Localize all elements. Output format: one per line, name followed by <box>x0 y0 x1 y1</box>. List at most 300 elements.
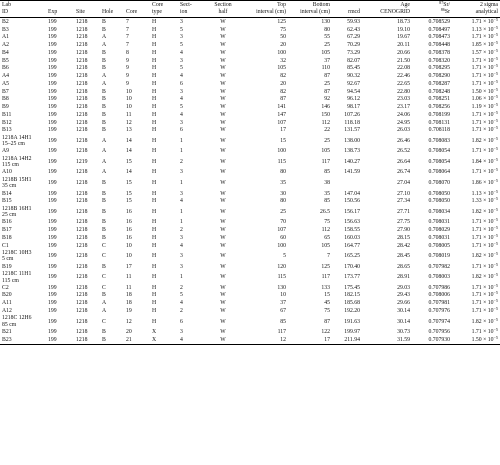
cell-core-type: H <box>152 300 157 307</box>
table-row <box>0 26 500 34</box>
cell-core: 18 <box>126 292 132 299</box>
cell-two-sigma: $1.71 \times 10^{-5}$ <box>471 109 498 118</box>
cell-two-sigma: $1.85 \times 10^{-5}$ <box>471 40 498 49</box>
cell-bottom-interval: 87 <box>324 73 330 80</box>
cell-top-interval: 10 <box>280 292 286 299</box>
cell-section: 4 <box>180 111 183 118</box>
cell-site: 1218 <box>76 253 88 260</box>
cell-core: 16 <box>126 219 132 226</box>
cell-lab-id: 1218A 14H2 115 cm <box>2 155 32 169</box>
cell-top-interval: 125 <box>277 18 286 25</box>
cell-hole: B <box>102 111 106 118</box>
cell-hole: C <box>102 242 106 249</box>
cell-site: 1218 <box>76 65 88 72</box>
cell-hole: B <box>102 127 106 134</box>
cell-hole: A <box>102 148 107 155</box>
col-bottom-interval: Bottom interval (cm) <box>288 1 332 18</box>
cell-site: 1218 <box>76 198 88 205</box>
cell-lab-id: B17 <box>2 227 12 234</box>
cell-hole: B <box>102 263 106 270</box>
table-row <box>0 104 500 112</box>
cell-top-interval: 117 <box>277 329 286 336</box>
cell-hole: B <box>102 88 106 95</box>
cell-core: 12 <box>126 119 132 126</box>
cell-core-type: H <box>152 242 157 249</box>
cell-section: 1 <box>180 208 183 215</box>
cell-two-sigma: $1.71 \times 10^{-5}$ <box>471 240 498 249</box>
cell-site: 1218 <box>76 208 88 215</box>
cell-section-half: W <box>220 208 226 215</box>
cell-section: 6 <box>180 318 183 325</box>
cell-age: 30.14 <box>397 307 410 314</box>
cell-bottom-interval: 85 <box>324 198 330 205</box>
table-row <box>0 148 500 156</box>
table-row <box>0 250 500 263</box>
cell-sr-ratio: 0.707986 <box>428 284 450 291</box>
cell-site: 1218 <box>76 42 88 49</box>
cell-section-half: W <box>220 274 226 281</box>
cell-top-interval: 70 <box>280 219 286 226</box>
cell-exp: 199 <box>48 284 57 291</box>
cell-rmcd: 147.04 <box>344 190 360 197</box>
cell-section-half: W <box>220 80 226 87</box>
cell-sr-ratio: 0.708050 <box>428 190 450 197</box>
cell-top-interval: 100 <box>277 148 286 155</box>
cell-top-interval: 115 <box>277 158 286 165</box>
cell-two-sigma: $1.19 \times 10^{-5}$ <box>471 102 498 111</box>
cell-section: 1 <box>180 137 183 144</box>
cell-age: 27.75 <box>397 219 410 226</box>
cell-exp: 199 <box>48 34 57 41</box>
cell-sr-ratio: 0.708083 <box>428 137 450 144</box>
cell-core-type: H <box>152 88 157 95</box>
cell-top-interval: 141 <box>277 104 286 111</box>
cell-lab-id: A11 <box>2 300 12 307</box>
cell-lab-id: A12 <box>2 307 12 314</box>
cell-section: 3 <box>180 57 183 64</box>
cell-two-sigma: $1.71 \times 10^{-5}$ <box>471 298 498 307</box>
cell-sr-ratio: 0.707981 <box>428 300 450 307</box>
cell-section-half: W <box>220 26 226 33</box>
cell-rmcd: 150.56 <box>344 198 360 205</box>
cell-section-half: W <box>220 137 226 144</box>
cell-core: 21 <box>124 336 150 344</box>
cell-section-half: W <box>220 104 226 111</box>
cell-section-half: W <box>220 148 226 155</box>
cell-core: 7 <box>126 18 129 25</box>
cell-two-sigma: $1.71 \times 10^{-5}$ <box>471 167 498 176</box>
cell-section: 5 <box>180 292 183 299</box>
cell-lab-id: B12 <box>2 119 12 126</box>
cell-top-interval: 35 <box>280 180 286 187</box>
cell-age: 23.03 <box>397 96 410 103</box>
cell-section: 1 <box>180 274 183 281</box>
cell-rmcd: 85.45 <box>347 65 360 72</box>
cell-lab-id: 1218C 11H1 115 cm <box>2 270 32 284</box>
cell-sr-ratio: 0.707982 <box>428 263 450 270</box>
cell-exp: 199 <box>48 88 57 95</box>
cell-core-type: H <box>152 119 157 126</box>
cell-bottom-interval: 112 <box>321 119 330 126</box>
cell-core-type: H <box>152 180 157 187</box>
cell-exp: 199 <box>48 169 57 176</box>
cell-sr-ratio: 0.708290 <box>428 73 450 80</box>
cell-top-interval: 20 <box>280 80 286 87</box>
cell-hole: B <box>102 292 106 299</box>
cell-site: 1218 <box>76 169 88 176</box>
cell-age: 26.64 <box>397 158 410 165</box>
cell-lab-id: B15 <box>2 198 12 205</box>
cell-age: 29.43 <box>397 292 410 299</box>
cell-lab-id: B9 <box>2 104 9 111</box>
cell-section-half: W <box>220 57 226 64</box>
cell-core-type: H <box>152 127 157 134</box>
cell-site: 1218 <box>76 263 88 270</box>
table-row <box>0 127 500 135</box>
cell-site: 1218 <box>76 73 88 80</box>
cell-lab-id: B7 <box>2 88 9 95</box>
cell-rmcd: 160.03 <box>344 234 360 241</box>
cell-site: 1218 <box>76 219 88 226</box>
cell-exp: 199 <box>48 208 57 215</box>
cell-two-sigma: $1.71 \times 10^{-5}$ <box>471 327 498 336</box>
cell-rmcd: 175.45 <box>344 284 360 291</box>
cell-section-half: W <box>220 263 226 270</box>
cell-bottom-interval: 25 <box>324 42 330 49</box>
table-row <box>0 307 500 315</box>
cell-section: 4 <box>180 198 183 205</box>
cell-bottom-interval: 92 <box>324 96 330 103</box>
cell-age: 28.42 <box>397 242 410 249</box>
cell-section: 4 <box>178 336 202 344</box>
cell-site: 1218 <box>76 137 88 144</box>
cell-core-type: H <box>152 65 157 72</box>
table-row <box>0 227 500 235</box>
cell-core: 10 <box>126 96 132 103</box>
cell-section: 4 <box>180 73 183 80</box>
cell-bottom-interval: 22 <box>324 127 330 134</box>
cell-bottom-interval: 105 <box>321 49 330 56</box>
cell-exp: 199 <box>48 57 57 64</box>
cell-two-sigma: $1.82 \times 10^{-5}$ <box>471 316 498 325</box>
cell-core-type: H <box>152 111 157 118</box>
cell-bottom-interval: 150 <box>321 111 330 118</box>
cell-core-type: H <box>152 190 157 197</box>
cell-sr-ratio: 0.707976 <box>428 307 450 314</box>
cell-rmcd: 164.77 <box>344 242 360 249</box>
cell-age: 28.91 <box>397 274 410 281</box>
col-exp: Exp <box>46 1 74 18</box>
table-row <box>0 284 500 292</box>
cell-two-sigma: $1.82 \times 10^{-5}$ <box>471 135 498 144</box>
cell-core-type: H <box>152 18 157 25</box>
cell-two-sigma: $1.13 \times 10^{-5}$ <box>471 188 498 197</box>
cell-rmcd: 67.29 <box>347 34 360 41</box>
cell-rmcd: 59.93 <box>347 18 360 25</box>
cell-section-half: W <box>220 234 226 241</box>
cell-exp: 199 <box>48 227 57 234</box>
cell-age: 28.65 <box>397 263 410 270</box>
cell-core: 8 <box>126 49 129 56</box>
cell-section-half: W <box>220 242 226 249</box>
cell-hole: C <box>102 253 106 260</box>
cell-section: 3 <box>180 190 183 197</box>
cell-bottom-interval: 105 <box>321 242 330 249</box>
cell-exp: 199 <box>48 111 57 118</box>
cell-bottom-interval: 87 <box>324 88 330 95</box>
cell-lab-id: B19 <box>2 263 12 270</box>
cell-age: 24.95 <box>397 119 410 126</box>
cell-age: 30.73 <box>397 329 410 336</box>
cell-section: 3 <box>180 119 183 126</box>
cell-age: 20.66 <box>397 49 410 56</box>
cell-core-type: H <box>152 57 157 64</box>
cell-lab-id: A9 <box>2 148 10 155</box>
cell-section-half: W <box>220 198 226 205</box>
cell-exp: 199 <box>48 18 57 25</box>
cell-bottom-interval: 122 <box>321 329 330 336</box>
cell-lab-id: 1218B 16H1 25 cm <box>2 205 32 219</box>
table-row <box>0 49 500 57</box>
cell-section-half: W <box>220 169 226 176</box>
cell-bottom-interval: 146 <box>321 104 330 111</box>
cell-sr-ratio: 0.708131 <box>428 119 450 126</box>
cell-rmcd: 92.67 <box>347 80 360 87</box>
cell-section-half: W <box>202 336 244 344</box>
cell-section-half: W <box>220 158 226 165</box>
cell-top-interval: 12 <box>244 336 288 344</box>
cell-age: 27.34 <box>397 198 410 205</box>
cell-top-interval: 60 <box>280 234 286 241</box>
cell-site: 1218 <box>76 148 88 155</box>
cell-exp: 199 <box>48 253 57 260</box>
cell-bottom-interval: 117 <box>321 274 330 281</box>
cell-hole: B <box>102 57 106 64</box>
cell-sr-ratio: 0.708448 <box>428 42 450 49</box>
table-row <box>0 65 500 73</box>
cell-hole: B <box>102 119 106 126</box>
cell-age: 28.45 <box>397 253 410 260</box>
cell-top-interval: 17 <box>280 127 286 134</box>
table-row <box>0 242 500 250</box>
cell-age: 22.65 <box>397 80 410 87</box>
cell-rmcd: 156.17 <box>344 208 360 215</box>
cell-core-type: H <box>152 284 157 291</box>
cell-site: 1218 <box>76 18 88 25</box>
cell-core: 15 <box>126 190 132 197</box>
cell-bottom-interval: 7 <box>327 253 330 260</box>
cell-hole: B <box>102 190 106 197</box>
cell-core-type: H <box>152 318 157 325</box>
cell-rmcd: 182.15 <box>344 292 360 299</box>
cell-top-interval: 80 <box>280 198 286 205</box>
cell-exp: 199 <box>48 80 57 87</box>
cell-two-sigma: $1.71 \times 10^{-5}$ <box>471 217 498 226</box>
table-row <box>0 263 500 271</box>
cell-site: 1218 <box>76 242 88 249</box>
cell-lab-id: B6 <box>2 65 9 72</box>
cell-top-interval: 147 <box>277 111 286 118</box>
cell-sr-ratio: 0.708064 <box>428 169 450 176</box>
table-row <box>0 315 500 328</box>
cell-lab-id: B21 <box>2 329 12 336</box>
cell-top-interval: 87 <box>280 96 286 103</box>
cell-exp: 199 <box>48 26 57 33</box>
table-row <box>0 190 500 198</box>
cell-section-half: W <box>220 18 226 25</box>
cell-exp: 199 <box>48 307 57 314</box>
cell-age: 29.66 <box>397 300 410 307</box>
table-row <box>0 234 500 242</box>
cell-age: 28.15 <box>397 234 410 241</box>
cell-bottom-interval: 65 <box>324 234 330 241</box>
cell-section-half: W <box>220 253 226 260</box>
cell-section: 3 <box>180 18 183 25</box>
cell-section: 3 <box>180 34 183 41</box>
cell-exp: 199 <box>48 190 57 197</box>
cell-section: 3 <box>180 234 183 241</box>
cell-bottom-interval: 85 <box>324 169 330 176</box>
cell-core-type: H <box>152 80 157 87</box>
cell-age: 26.03 <box>397 127 410 134</box>
table-row <box>0 18 500 26</box>
cell-section: 4 <box>180 49 183 56</box>
cell-rmcd: 140.27 <box>344 158 360 165</box>
cell-rmcd: 131.57 <box>344 127 360 134</box>
cell-rmcd: 173.77 <box>344 274 360 281</box>
cell-top-interval: 15 <box>280 137 286 144</box>
cell-section: 6 <box>180 127 183 134</box>
cell-sr-ratio: 0.708256 <box>428 104 450 111</box>
cell-core-type: H <box>152 26 157 33</box>
cell-sr-ratio: 0.708054 <box>428 158 450 165</box>
cell-lab-id: 1218A 14H1 15–25 cm <box>2 134 32 148</box>
cell-hole: B <box>100 336 124 344</box>
cell-core: 7 <box>126 34 129 41</box>
table-row <box>0 57 500 65</box>
cell-bottom-interval: 75 <box>324 307 330 314</box>
cell-hole: B <box>102 180 106 187</box>
cell-bottom-interval: 87 <box>324 318 330 325</box>
cell-hole: B <box>102 234 106 241</box>
cell-top-interval: 80 <box>280 169 286 176</box>
cell-lab-id: C2 <box>2 284 9 291</box>
cell-sr-ratio: 0.708031 <box>428 234 450 241</box>
cell-exp: 199 <box>48 300 57 307</box>
cell-age: 19.10 <box>397 26 410 33</box>
cell-two-sigma: $1.71 \times 10^{-5}$ <box>471 117 498 126</box>
cell-lab-id: B5 <box>2 57 9 64</box>
cell-exp: 199 <box>48 158 57 165</box>
cell-site: 1218 <box>76 190 88 197</box>
cell-age: 27.04 <box>397 180 410 187</box>
cell-exp: 199 <box>48 96 57 103</box>
cell-site: 1218 <box>76 318 88 325</box>
cell-core-type: H <box>152 158 157 165</box>
cell-sr-ratio: 0.708003 <box>428 274 450 281</box>
cell-bottom-interval: 35 <box>324 190 330 197</box>
cell-bottom-interval: 26.5 <box>319 208 330 215</box>
cell-rmcd: 94.54 <box>347 88 360 95</box>
cell-lab-id: 1218B 15H1 35 cm <box>2 176 32 190</box>
cell-lab-id: A1 <box>2 34 10 41</box>
table-header <box>0 1 500 18</box>
cell-rmcd: 118.18 <box>344 119 360 126</box>
cell-exp: 199 <box>48 219 57 226</box>
cell-section-half: W <box>220 219 226 226</box>
cell-lab-id: C1 <box>2 242 9 249</box>
cell-core-type: H <box>152 42 157 49</box>
cell-core: 16 <box>126 208 132 215</box>
cell-top-interval: 5 <box>283 253 286 260</box>
cell-sr-ratio: 0.707930 <box>412 336 452 344</box>
table-row <box>0 96 500 104</box>
cell-site: 1218 <box>76 329 88 336</box>
cell-bottom-interval: 55 <box>324 34 330 41</box>
cell-sr-ratio: 0.708054 <box>428 148 450 155</box>
cell-two-sigma: $1.50 \times 10^{-5}$ <box>471 86 498 95</box>
cell-section: 5 <box>180 42 183 49</box>
cell-site: 1218 <box>76 34 88 41</box>
cell-hole: B <box>102 26 106 33</box>
cell-hole: B <box>102 208 106 215</box>
cell-two-sigma: $1.50 \times 10^{-5}$ <box>452 336 500 344</box>
cell-core: 11 <box>126 274 132 281</box>
cell-core: 15 <box>126 198 132 205</box>
cell-core-type: H <box>152 292 157 299</box>
cell-sr-ratio: 0.708034 <box>428 208 450 215</box>
cell-bottom-interval: 133 <box>321 284 330 291</box>
cell-bottom-interval: 75 <box>324 219 330 226</box>
cell-top-interval: 82 <box>280 88 286 95</box>
cell-core: 18 <box>126 300 132 307</box>
cell-hole: A <box>102 300 107 307</box>
cell-core: 10 <box>126 104 132 111</box>
table-row <box>0 300 500 308</box>
cell-rmcd: 141.59 <box>344 169 360 176</box>
cell-site: 1218 <box>76 111 88 118</box>
cell-top-interval: 115 <box>277 274 286 281</box>
cell-hole: A <box>102 80 107 87</box>
cell-hole: B <box>102 65 106 72</box>
cell-exp: 199 <box>48 180 57 187</box>
cell-rmcd: 158.55 <box>344 227 360 234</box>
cell-core-type: H <box>152 34 157 41</box>
cell-age: 21.50 <box>397 57 410 64</box>
table-row <box>0 271 500 284</box>
cell-exp: 199 <box>48 127 57 134</box>
cell-exp: 199 <box>48 263 57 270</box>
cell-bottom-interval: 45 <box>324 300 330 307</box>
cell-site: 1218 <box>76 57 88 64</box>
cell-section: 5 <box>180 104 183 111</box>
cell-core-type: X <box>152 329 157 336</box>
cell-sr-ratio: 0.708070 <box>428 180 450 187</box>
cell-lab-id: A10 <box>2 169 12 176</box>
cell-top-interval: 107 <box>277 119 286 126</box>
cell-lab-id: 1218C 12H6 85 cm <box>2 315 32 328</box>
table-row <box>0 73 500 81</box>
col-site: Site <box>74 1 100 18</box>
cell-core: 14 <box>126 148 132 155</box>
cell-top-interval: 100 <box>277 49 286 56</box>
cell-section-half: W <box>220 190 226 197</box>
cell-sr-ratio: 0.708118 <box>428 127 450 134</box>
cell-core-type: H <box>152 49 157 56</box>
cell-core-type: H <box>152 307 157 314</box>
cell-lab-id: B4 <box>2 49 9 56</box>
cell-sr-ratio: 0.707956 <box>428 329 450 336</box>
